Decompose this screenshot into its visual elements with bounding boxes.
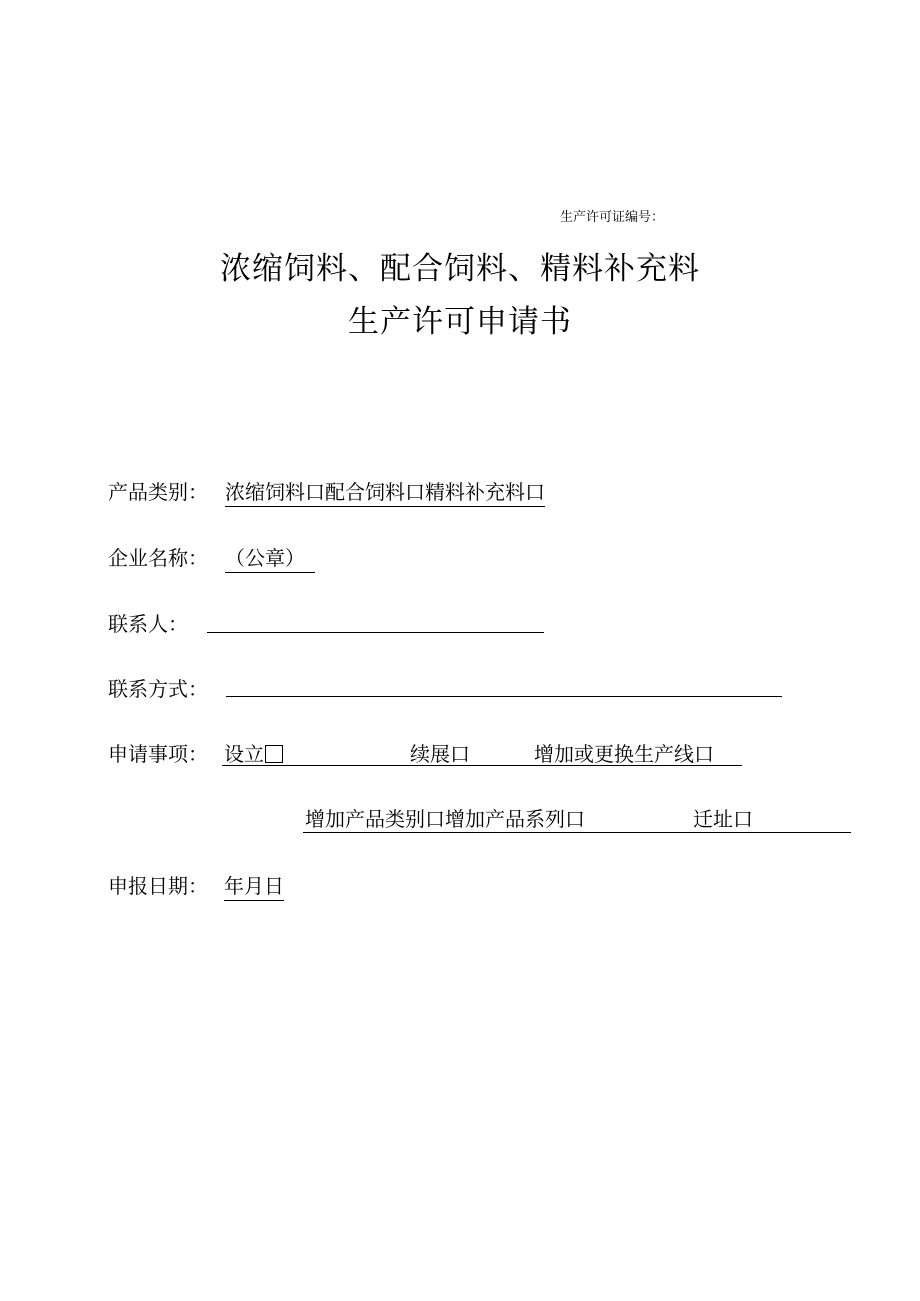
option-relocate[interactable]: 迁址口	[693, 807, 753, 831]
application-items-underline-2	[303, 832, 851, 833]
report-date-label: 申报日期：	[108, 874, 208, 898]
document-title-line2: 生产许可申请书	[348, 304, 572, 340]
contact-info-field[interactable]	[226, 696, 782, 697]
option-setup-label: 设立	[224, 742, 264, 766]
contact-person-field[interactable]	[207, 632, 544, 633]
product-category-field[interactable]: 浓缩饲料口配合饲料口精料补充料口	[225, 479, 545, 507]
option-renew[interactable]: 续展口	[410, 742, 470, 766]
license-number-label: 生产许可证编号：	[560, 210, 665, 225]
report-date-field[interactable]: 年月日	[224, 873, 284, 901]
company-name-label: 企业名称：	[108, 546, 208, 570]
option-setup[interactable]	[224, 741, 283, 767]
contact-info-label: 联系方式：	[108, 677, 208, 701]
document-title-line1: 浓缩饲料、配合饲料、精料补充料	[220, 251, 700, 287]
contact-person-label: 联系人：	[108, 612, 188, 636]
product-category-label: 产品类别：	[108, 480, 208, 504]
option-add-category-series[interactable]: 增加产品类别口增加产品系列口	[305, 807, 585, 831]
company-name-field[interactable]: （公章）	[225, 545, 315, 573]
checkbox-setup[interactable]	[265, 745, 283, 763]
option-add-or-replace-line[interactable]: 增加或更换生产线口	[534, 742, 714, 766]
application-items-label: 申请事项：	[108, 742, 208, 766]
